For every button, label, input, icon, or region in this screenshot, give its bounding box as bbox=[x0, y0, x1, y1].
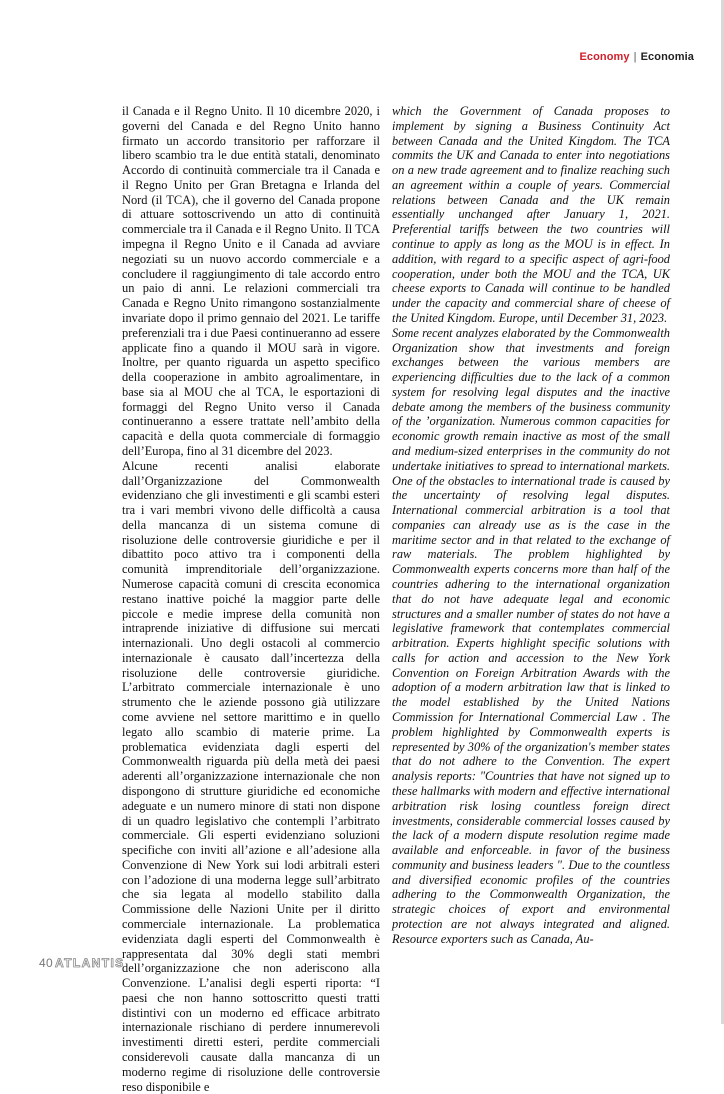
italian-paragraph-2: Alcune recenti analisi elaborate dall’Organizzazione del Commonwealth evidenziano che gli investimenti e gli scambi esteri tra i vari membri vivono delle difficoltà a causa della mancanza di un sistema comune di risoluzione delle controversie giuridiche e per il dibattito poco attivo tra i componenti della comunità imprenditoriale dell’organizzazione. Numerose capacità comuni di crescita economica restano inattive poiché la maggior parte delle piccole e medie imprese della comunità non intraprende iniziative di diffusione sui mercati internazionali. Uno degli ostacoli al commercio internazionale è causato dall’incertezza della risoluzione delle controversie giuridiche. L’arbitrato commerciale internazionale è uno strumento che le aziende possono già utilizzare come avviene nel settore marittimo e in quello legato allo scambio di materie prime. La problematica evidenziata dagli esperti del Commonwealth riguarda più della metà dei paesi aderenti all’organizzazione internazionale che non dispongono di strutture giuridiche ed economiche adeguate e un numero minore di stati non dispone di un quadro legislativo che contempli l’arbitrato commerciale. Gli esperti evidenziano soluzioni specifiche con inviti all’azione e all’adesione alla Convenzione di New York sui lodi arbitrali esteri con l’adozione di una moderna legge sull’arbitrato che sia legata al modello stabilito dalla Commissione delle Nazioni Unite per il diritto commerciale internazionale. La problematica evidenziata dagli esperti del Commonwealth è rappresentata dal 30% degli stati membri dell’organizzazione che non aderiscono alla Convenzione. L’analisi degli esperti riporta: “I paesi che non hanno sottoscritto questi tratti distintivi con un moderno ed efficace arbitrato internazionale rischiano di perdere innumerevoli investimenti diretti esteri, perdite commerciali considerevoli causate dalla mancanza di un moderno regime di risoluzione delle controversie reso disponibile e bbox=[122, 458, 380, 1094]
section-label-english: Economy bbox=[579, 51, 630, 63]
english-paragraph-1: which the Government of Canada proposes to implement by signing a Business Continuity Act between Canada and the United Kingdom. The TCA commits the UK and Canada to enter into negotiations on a new trade agreement and to finalize reaching such an agreement within a couple of years. Commercial relations between Canada and the UK remain essentially unchanged after January 1, 2021. Preferential tariffs between the two countries will continue to apply as long as the MOU is in effect. In addition, with regard to a specific aspect of agri-food cooperation, under both the MOU and the TCA, UK cheese exports to Canada will continue to be handled under the capacity and commercial share of cheese of the United Kingdom. Europe, until December 31, 2023. bbox=[392, 104, 670, 325]
magazine-name: ATLANTIS bbox=[54, 956, 125, 970]
italian-paragraph-1: il Canada e il Regno Unito. Il 10 dicembre 2020, i governi del Canada e del Regno Unito hanno firmato un accordo transitorio per rafforzare il libero scambio tra le due entità statali, denominato Accordo di continuità commerciale tra il Canada e il Regno Unito per Gran Bretagna e Irlanda del Nord (il TCA), che il governo del Canada propone di attuare sottoscrivendo un atto di continuità commerciale tra il Canada e il Regno Unito. Il TCA impegna il Regno Unito e il Canada ad avviare negoziati su un nuovo accordo commerciale e a concludere il raggiungimento di tale accordo entro un paio di anni. Le relazioni commerciali tra Canada e Regno Unito rimangono sostanzialmente invariate dopo il primo gennaio del 2021. Le tariffe preferenziali tra i due Paesi continueranno ad essere applicate fino a quando il MOU sarà in vigore. Inoltre, per quanto riguarda un aspetto specifico della cooperazione in ambito agroalimentare, in base sia al MOU che al TCA, le esportazioni di formaggi del Regno Unito verso il Canada continueranno a essere trattate nell’ambito della capacità e della quota commerciale di formaggio dell’Europa, fino al 31 dicembre del 2023. bbox=[122, 104, 380, 458]
english-paragraph-2: Some recent analyzes elaborated by the Commonwealth Organization show that investments and foreign exchanges between the various members are experiencing difficulties due to the lack of a common system for resolving legal disputes and the inactive debate among the members of the business community of the ’organization. Numerous common capacities for economic growth remain inactive as most of the small and medium-sized enterprises in the community do not undertake initiatives to spread to international markets. One of the obstacles to international trade is caused by the uncertainty of resolving legal disputes. International commercial arbitration is a tool that companies can already use as is the case in the maritime sector and in that related to the exchange of raw materials. The problem highlighted by Commonwealth experts concerns more than half of the countries adhering to the international organization that do not have adequate legal and economic structures and a smaller number of states do not have a legislative framework that contemplates commercial arbitration. Experts highlight specific solutions with calls for action and accession to the New York Convention on Foreign Arbitration Awards with the adoption of a modern arbitration law that is linked to the model established by the United Nations Commission for International Commercial Law . The problem highlighted by Commonwealth experts is represented by 30% of the organization's member states that do not adhere to the Convention. The expert analysis reports: "Countries that have not signed up to these hallmarks with modern and effective international arbitration risk losing countless foreign direct investments, considerable commercial losses caused by the lack of a modern dispute resolution regime made available and enforceable. in favor of the business community and business leaders ". Due to the countless and diversified economic profiles of the countries adhering to the Commonwealth Organization, the strategic choices of export and environmental protection are not always integrated and aligned. Resource exporters such as Canada, Au- bbox=[392, 325, 670, 946]
section-separator: | bbox=[633, 51, 637, 63]
italian-text-column bbox=[122, 104, 380, 1094]
section-label-italian: Economia bbox=[640, 51, 694, 63]
page-number: 40 bbox=[39, 956, 53, 970]
page-footer bbox=[39, 953, 125, 973]
english-text-column bbox=[392, 104, 670, 946]
section-header bbox=[579, 51, 694, 63]
